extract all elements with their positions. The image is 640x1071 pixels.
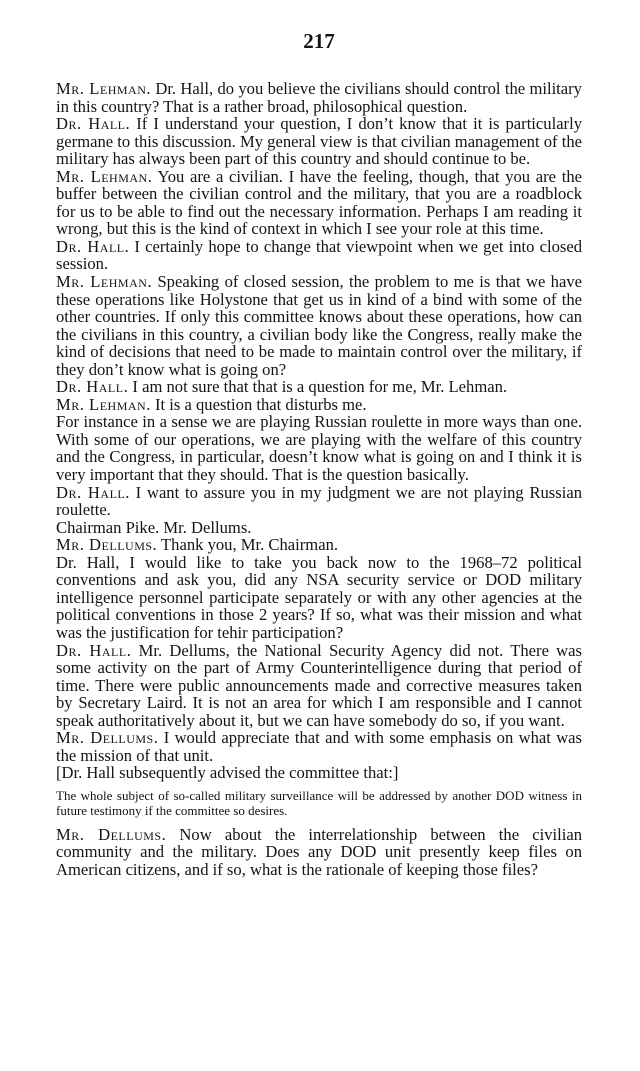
document-page xyxy=(56,28,582,879)
paragraph-text: Now about the interrelationship between the civilian community and the military. Does any DOD unit presently keep files on American citizens, and if so, what is the rationale of keeping those files? xyxy=(56,824,583,879)
speaker-name: Dr. Hall. xyxy=(56,114,131,134)
speaker-name: Mr. Lehman. xyxy=(56,394,151,414)
transcript-paragraph xyxy=(56,729,582,764)
speaker-name: Dr. Hall. xyxy=(56,640,132,660)
paragraph-text: I certainly hope to change that viewpoint when we get into closed session. xyxy=(56,236,582,274)
transcript-paragraph xyxy=(56,80,582,115)
transcript-paragraph xyxy=(56,168,582,238)
transcript-paragraph xyxy=(56,273,582,378)
paragraph-text: Mr. Dellums, the National Security Agency did not. There was some activity on the part of Army Counterintelligence during that period of time. There were public announcements made and corrective measures taken by Secretary Laird. It is not an area for which I am responsible and I cannot speak authoritatively about it, but we can have somebody do so, if you want. xyxy=(56,640,582,730)
paragraph-text: Dr. Hall, I would like to take you back now to the 1968–72 political conventions and ask you, did any NSA security service or DOD military intelligence personnel participate separately or with any other agencies at the political conventions in those 2 years? If so, what was their mission and what was the justification for tehir participation? xyxy=(56,552,582,642)
speaker-name: Mr. Dellums. xyxy=(56,535,158,555)
paragraph-text: I would appreciate that and with some emphasis on what was the mission of that unit. xyxy=(56,728,582,765)
transcript-paragraph xyxy=(56,536,582,554)
paragraph-text: Dr. Hall, do you believe the civilians should control the military in this country? That is a rather broad, philosophical question. xyxy=(56,79,582,116)
transcript-paragraph xyxy=(56,484,582,519)
transcript-paragraph xyxy=(56,519,582,537)
transcript-paragraph xyxy=(56,396,582,414)
page-number: 217 xyxy=(303,29,335,53)
paragraph-text: You are a civilian. I have the feeling, though, that you are the buffer between the civilian control and the military, that you are a roadblock for us to be able to find out the necessary information. Perhaps I am reading it wrong, but this is the kind of context in which I see your role at this time. xyxy=(56,166,582,239)
paragraph-text: For instance in a sense we are playing Russian roulette in more ways than one. With some of our operations, we are playing with the welfare of this country and the Congress, in particular, doesn’t know what is going on and I think it is very important that they should. That is the question basically. xyxy=(56,412,582,485)
transcript-paragraph xyxy=(56,238,582,273)
paragraph-text: Chairman Pike. Mr. Dellums. xyxy=(56,517,252,537)
paragraph-text: If I understand your question, I don’t know that it is particularly germane to this discussion. My general view is that civilian management of the military has always been part of this country and should continue to be. xyxy=(56,114,582,169)
transcript-paragraph xyxy=(56,642,582,730)
speaker-name: Mr. Lehman. xyxy=(56,272,153,292)
transcript-body xyxy=(56,80,582,782)
paragraph-text: I am not sure that that is a question for me, Mr. Lehman. xyxy=(128,377,508,397)
transcript-paragraph xyxy=(56,413,582,483)
paragraph-text: [Dr. Hall subsequently advised the committee that:] xyxy=(56,763,399,783)
transcript-paragraph xyxy=(56,764,582,782)
inserted-note: The whole subject of so-called military surveillance will be addressed by another DOD witness in future testimony if the committee so desires. xyxy=(56,787,582,818)
speaker-name: Mr. Dellums. xyxy=(56,824,167,844)
speaker-name: Dr. Hall. xyxy=(56,236,130,256)
paragraph-text: Speaking of closed session, the problem to me is that we have these operations like Holystone that get us in kind of a bind with some of the other countries. If only this committee knows about these operations, how can the civilians in this country, a civilian body like the Congress, really make the kind of decisions that need to be made to maintain control over the military, if they don’t know what is going on? xyxy=(56,272,583,379)
paragraph-text: It is a question that disturbs me. xyxy=(150,394,367,414)
paragraph-text: I want to assure you in my judgment we are not playing Russian roulette. xyxy=(56,482,582,520)
transcript-paragraph xyxy=(56,826,582,879)
transcript-paragraph xyxy=(56,378,582,396)
speaker-name: Mr. Dellums. xyxy=(56,728,159,748)
transcript-paragraph xyxy=(56,115,582,168)
paragraph-text: Thank you, Mr. Chairman. xyxy=(157,535,339,555)
transcript-paragraph xyxy=(56,554,582,642)
speaker-name: Dr. Hall. xyxy=(56,377,129,397)
speaker-name: Mr. Lehman. xyxy=(56,166,153,186)
speaker-name: Mr. Lehman. xyxy=(56,79,152,98)
speaker-name: Dr. Hall. xyxy=(56,482,130,502)
